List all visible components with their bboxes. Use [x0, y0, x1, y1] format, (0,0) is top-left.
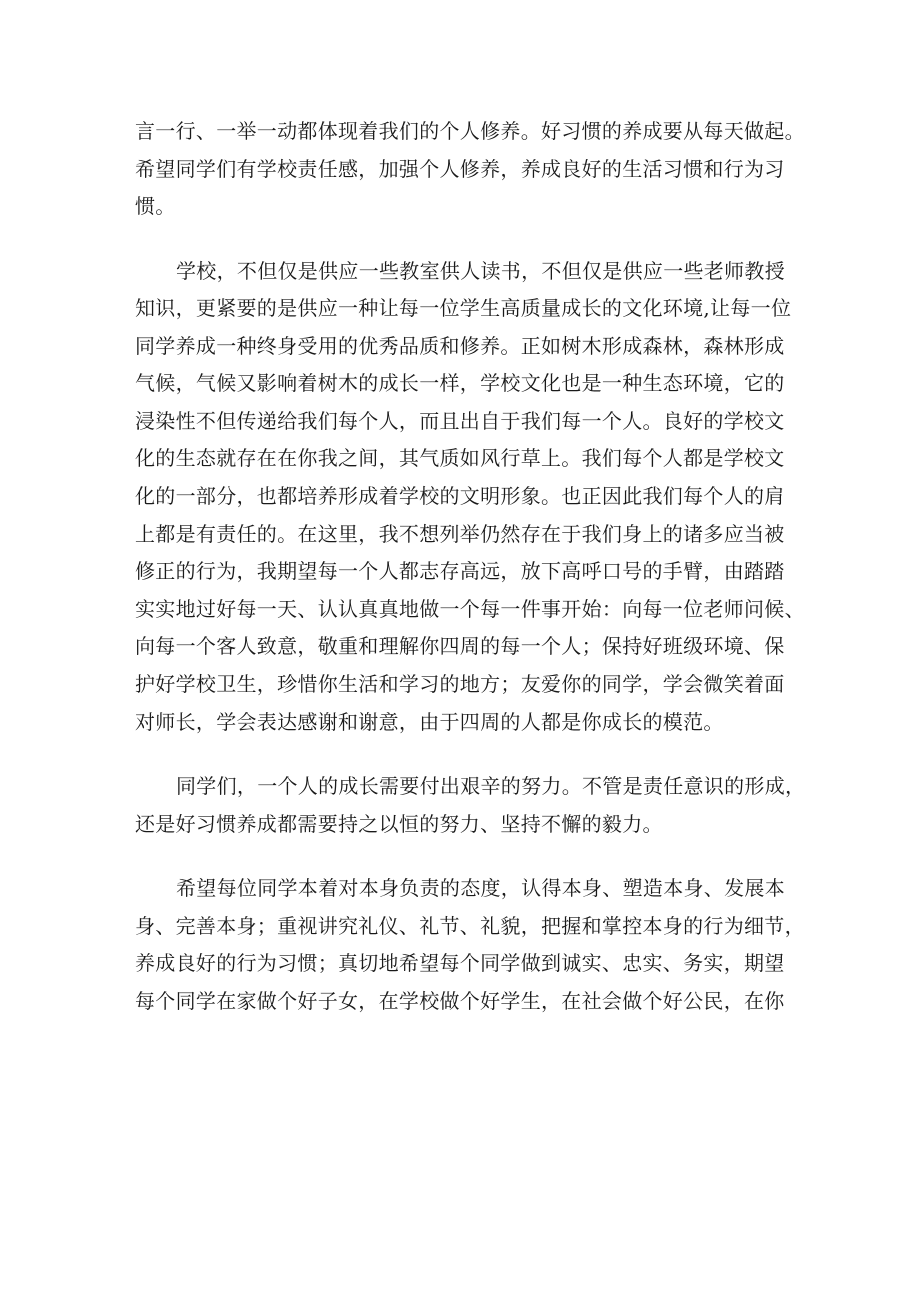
text-line: 实实地过好每一天、认认真真地做一个每一件事开始：向每一位老师问候、	[135, 596, 805, 621]
text-line: 还是好习惯养成都需要持之以恒的努力、坚持不懈的毅力。	[135, 811, 663, 836]
paragraph-4	[135, 870, 805, 1020]
text-line: 向每一个客人致意，敬重和理解你四周的每一个人；保持好班级环境、保	[135, 634, 785, 659]
paragraph-2	[135, 253, 805, 742]
text-line: 惯。	[135, 194, 176, 218]
document-page	[135, 113, 806, 1047]
text-line: 浸染性不但传递给我们每个人，而且出自于我们每一个人。良好的学校文	[135, 408, 785, 433]
text-line: 知识，更紧要的是供应一种让每一位学生高质量成长的文化环境,让每一位	[135, 296, 792, 321]
text-line: 化的一部分，也都培养形成着学校的文明形象。也正因此我们每个人的肩	[135, 484, 785, 509]
text-line: 上都是有责任的。在这里，我不想列举仍然存在于我们身上的诸多应当被	[135, 521, 785, 546]
text-line: 气候，气候又影响着树木的成长一样，学校文化也是一种生态环境，它的	[135, 371, 785, 396]
text-line: 希望每位同学本着对本身负责的态度，认得本身、塑造本身、发展本	[176, 876, 785, 901]
text-line: 学校，不但仅是供应一些教室供人读书，不但仅是供应一些老师教授	[176, 258, 785, 283]
text-line: 对师长，学会表达感谢和谢意，由于四周的人都是你成长的模范。	[135, 709, 724, 734]
text-line: 言一行、一举一动都体现着我们的个人修养。好习惯的养成要从每天做起。	[135, 119, 805, 143]
text-line: 同学养成一种终身受用的优秀品质和修养。正如树木形成森林，森林形成	[135, 333, 785, 358]
text-line: 每个同学在家做个好子女，在学校做个好学生，在社会做个好公民，在你	[135, 988, 785, 1013]
text-line: 化的生态就存在在你我之间，其气质如风行草上。我们每个人都是学校文	[135, 446, 785, 471]
text-line: 身、完善本身；重视讲究礼仪、礼节、礼貌，把握和掌控本身的行为细节，	[135, 913, 805, 938]
text-line: 养成良好的行为习惯；真切地希望每个同学做到诚实、忠实、务实，期望	[135, 951, 785, 976]
text-line: 修正的行为，我期望每一个人都志存高远，放下高呼口号的手臂，由踏踏	[135, 559, 785, 584]
text-line: 护好学校卫生，珍惜你生活和学习的地方；友爱你的同学，学会微笑着面	[135, 672, 785, 697]
text-line: 希望同学们有学校责任感，加强个人修养，养成良好的生活习惯和行为习	[135, 156, 785, 181]
text-line: 同学们，一个人的成长需要付出艰辛的努力。不管是责任意识的形成，	[176, 774, 806, 799]
paragraph-3	[135, 768, 806, 843]
paragraph-1	[135, 113, 805, 226]
